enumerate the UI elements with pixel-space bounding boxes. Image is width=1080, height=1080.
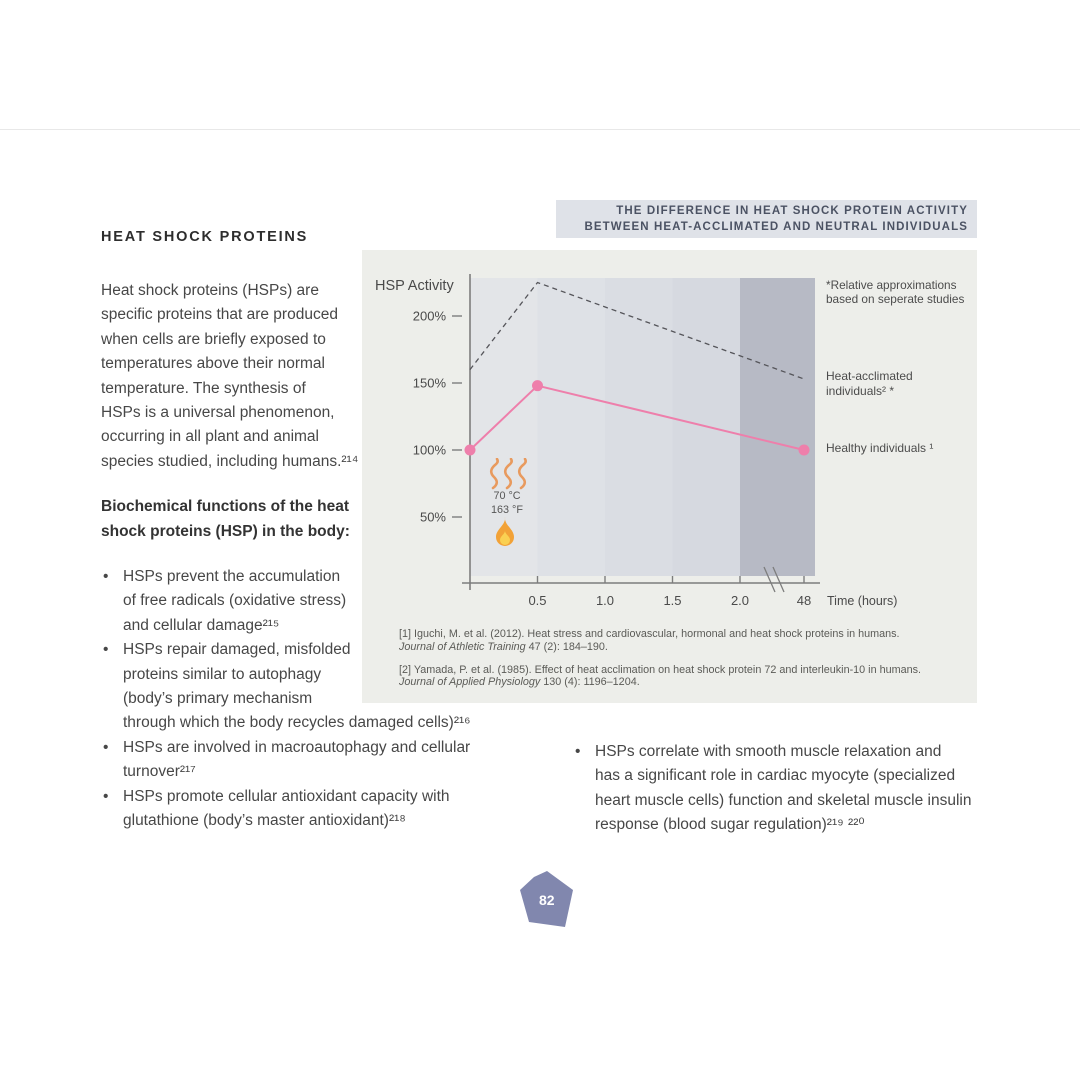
top-divider [0,129,1080,130]
bullet-icon: • [575,743,581,760]
bullet-icon: • [103,787,109,805]
list-item [101,785,531,834]
intro-paragraph: Heat shock proteins (HSPs) are specific proteins that are produced when cells are briefly exposed to temperatures above their normal temperature. The synthesis of HSPs is a universal phenomenon, occurring in all plant and animal species studied, including humans.²¹⁴ [101,282,359,470]
svg-text:1.0: 1.0 [595,593,615,608]
list-item-text: HSPs correlate with smooth muscle relaxation and has a significant role in cardiac myocyte (specialized heart muscle cells) function and skeletal muscle insulin response (blood sugar regulation)²¹⁹ ²²⁰ [595,743,972,834]
footnote-text: [2] Yamada, P. et al. (1985). Effect of heat acclimation on heat shock protein 72 and interleukin-10 in humans. [399,663,921,676]
temperature-label [462,490,552,517]
heat-waves-icon [486,458,530,490]
legend-heat-acclimated: Heat-acclimated individuals² * [826,369,913,398]
page-number: 82 [539,892,555,908]
list-item [573,740,1003,838]
chart-note: *Relative approximations based on seperate studies [826,278,965,307]
footnote-text: [1] Iguchi, M. et al. (2012). Heat stress and cardiovascular, hormonal and heat shock proteins in humans. [399,628,900,640]
list-item-text: HSPs repair damaged, misfolded proteins similar to autophagy (body’s primary mechanism through which the body recycles damaged cells)²¹⁶ [123,641,471,732]
svg-text:0.5: 0.5 [528,593,547,608]
infographic-panel [362,250,977,703]
footnote-source: Journal of Applied Physiology 130 (4): 1196–1204. [399,676,640,689]
svg-text:48: 48 [796,593,812,608]
svg-text:100%: 100% [412,442,446,458]
bullet-icon: • [103,641,109,659]
list-item-text: HSPs are involved in macroautophagy and cellular turnover²¹⁷ [123,738,471,781]
legend-healthy: Healthy individuals ¹ [826,441,934,455]
chart-footnotes [399,628,964,689]
bullet-icon: • [103,568,109,585]
right-bullet-list [573,740,1003,838]
svg-text:50%: 50% [419,509,446,525]
list-item-text: HSPs promote cellular antioxidant capacity with glutathione (body’s master antioxidant)²¹⁸ [123,787,450,830]
svg-text:1.5: 1.5 [663,593,682,608]
biochemical-functions-subheading: Biochemical functions of the heat shock proteins (HSP) in the body: [101,498,350,540]
temperature-fahrenheit: 163 °F [491,503,523,516]
temperature-celsius: 70 °C [493,490,521,502]
y-axis-title: HSP Activity [375,278,454,294]
flame-icon [493,516,517,548]
infographic-header: THE DIFFERENCE IN HEAT SHOCK PROTEIN ACTIVITY BETWEEN HEAT-ACCLIMATED AND NEUTRAL INDIVIDUALS [556,200,977,238]
footnote [399,628,964,654]
x-axis-title: Time (hours) [827,594,898,608]
svg-text:200%: 200% [412,308,446,324]
page-number-badge [518,869,574,929]
svg-text:150%: 150% [412,375,446,391]
list-item-text: HSPs prevent the accumulation of free radicals (oxidative stress) and cellular damage²¹⁵ [123,568,347,634]
footnote [399,664,964,690]
list-item [101,736,531,785]
page-title: HEAT SHOCK PROTEINS [101,229,309,245]
footnote-source: Journal of Athletic Training 47 (2): 184–190. [399,640,608,653]
svg-text:2.0: 2.0 [730,593,750,608]
bullet-icon: • [103,738,109,756]
